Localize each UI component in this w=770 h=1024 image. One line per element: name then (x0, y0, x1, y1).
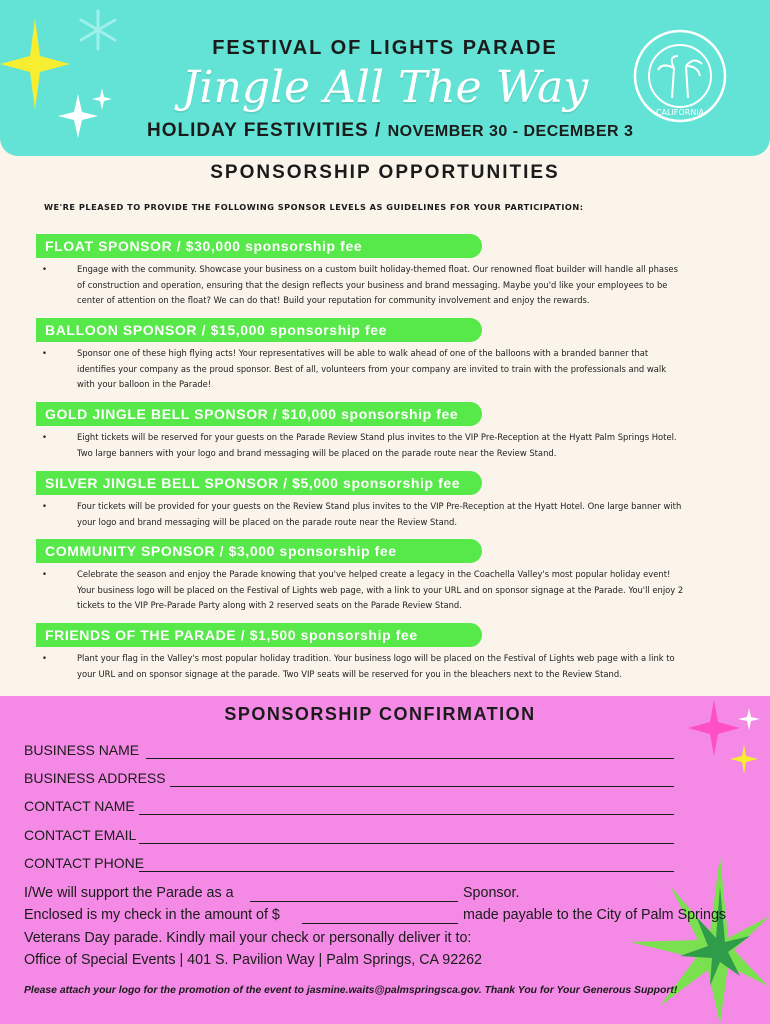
line: your URL and on sponsor signage at the parade. Two VIP seats will be reserved for you in the bleachers next to the Review Stand. (77, 668, 622, 679)
silver-sponsor-heading: SILVER JINGLE BELL SPONSOR / $5,000 sponsorship fee (36, 471, 482, 495)
gold-sponsor-description (42, 430, 732, 461)
sponsor-level-field[interactable] (250, 901, 458, 902)
float-sponsor-description (42, 262, 732, 309)
festivities-dates (147, 120, 633, 142)
office-address: Office of Special Events | 401 S. Pavilion Way | Palm Springs, CA 92262 (24, 952, 483, 968)
check-suffix: made payable to the City of Palm Springs (463, 907, 727, 923)
festivities-label: HOLIDAY FESTIVITIES / (147, 120, 382, 141)
line: Your business logo will be placed on the Festival of Lights web page, with a link to your URL and on sponsor signage at the Parade. You'll enjoy 2 (77, 584, 684, 595)
dates-label: NOVEMBER 30 - DECEMBER 3 (387, 123, 634, 140)
line: Plant your flag in the Valley's most popular holiday tradition. Your business logo will be placed on the Festival of Lights web page with a link to (77, 653, 675, 663)
contact-name-label: CONTACT NAME (24, 798, 135, 814)
business-name-field[interactable] (146, 758, 674, 759)
support-prefix: I/We will support the Parade as a (24, 885, 234, 901)
city-seal-logo (632, 28, 728, 124)
intro-text: WE'RE PLEASED TO PROVIDE THE FOLLOWING SPONSOR LEVELS AS GUIDELINES FOR YOUR PARTICIPATION: (44, 202, 584, 212)
community-sponsor-description (42, 567, 732, 614)
line: your logo and brand messaging will be placed on the parade route near the Review Stand. (77, 516, 457, 527)
line: center of attention on the float? We can do that! Build your reputation for community involvement and enjoy the rewards. (77, 295, 590, 305)
business-address-label: BUSINESS ADDRESS (24, 770, 166, 786)
festival-title: FESTIVAL OF LIGHTS PARADE (212, 37, 558, 59)
contact-email-label: CONTACT EMAIL (24, 827, 137, 843)
balloon-sponsor-heading: BALLOON SPONSOR / $15,000 sponsorship fee (36, 318, 482, 342)
friends-sponsor-heading: FRIENDS OF THE PARADE / $1,500 sponsorship fee (36, 623, 482, 647)
check-prefix: Enclosed is my check in the amount of $ (24, 907, 280, 923)
contact-name-field[interactable] (139, 814, 674, 815)
bullet: • (42, 569, 47, 579)
business-name-label: BUSINESS NAME (24, 742, 140, 758)
line: with your balloon in the Parade! (77, 379, 212, 389)
float-sponsor-heading: FLOAT SPONSOR / $30,000 sponsorship fee (36, 234, 482, 258)
silver-sponsor-description (42, 499, 732, 530)
bullet: • (42, 264, 47, 274)
line: of construction and operation, ensuring that the design reflects your business and brand messaging. Maybe you'd like your employees to be (77, 279, 668, 290)
bullet: • (42, 432, 47, 442)
script-title: Jingle All The Way (181, 62, 589, 113)
sponsorship-title: SPONSORSHIP OPPORTUNITIES (210, 162, 560, 183)
line: Two large banners with your logo and brand messaging will be placed on the parade route near the Review Stand. (77, 447, 557, 458)
svg-text:CALIFORNIA: CALIFORNIA (655, 108, 705, 117)
bullet: • (42, 653, 47, 663)
check-amount-field[interactable] (302, 923, 458, 924)
contact-phone-field[interactable] (139, 871, 674, 872)
contact-phone-label: CONTACT PHONE (24, 855, 145, 871)
gold-sponsor-heading: GOLD JINGLE BELL SPONSOR / $10,000 sponsorship fee (36, 402, 482, 426)
yellow-small-star-icon (730, 744, 758, 774)
footnote: Please attach your logo for the promotion of the event to jasmine.waits@palmspringsca.gov. Thank You for Your Generous Support! (24, 985, 678, 996)
line: Sponsor one of these high flying acts! Your representatives will be able to walk ahead of one of the balloons with a branded banner that (77, 348, 649, 358)
line: Engage with the community. Showcase your business on a custom built holiday-themed float. Our renowned float builder will handle all phases (77, 264, 678, 274)
mail-instructions: Veterans Day parade. Kindly mail your check or personally deliver it to: (24, 930, 472, 946)
bullet: • (42, 501, 47, 511)
community-sponsor-heading: COMMUNITY SPONSOR / $3,000 sponsorship fee (36, 539, 482, 563)
balloon-sponsor-description (42, 346, 732, 393)
friends-sponsor-description (42, 651, 732, 682)
green-starburst-icon (600, 846, 770, 1024)
contact-email-field[interactable] (139, 843, 674, 844)
line: Four tickets will be provided for your guests on the Review Stand plus invites to the VIP Pre-Reception at the Hyatt Hotel. One large banner with (77, 501, 682, 511)
line: Celebrate the season and enjoy the Parade knowing that you've helped create a legacy in the Coachella Valley's most popular holiday event! (77, 569, 671, 579)
confirmation-title: SPONSORSHIP CONFIRMATION (224, 704, 536, 724)
bullet: • (42, 348, 47, 358)
line: Eight tickets will be reserved for your guests on the Parade Review Stand plus invites to the VIP Pre-Reception at the Hyatt Palm Springs Hotel. (77, 432, 677, 442)
business-address-field[interactable] (170, 786, 674, 787)
line: identifies your company as the proud sponsor. Best of all, volunteers from your company are invited to train with the professionals and walk (77, 363, 667, 374)
support-suffix: Sponsor. (463, 885, 520, 901)
line: tickets to the VIP Pre-Parade Party along with 2 reserved seats on the Parade Review Stand. (77, 600, 462, 610)
